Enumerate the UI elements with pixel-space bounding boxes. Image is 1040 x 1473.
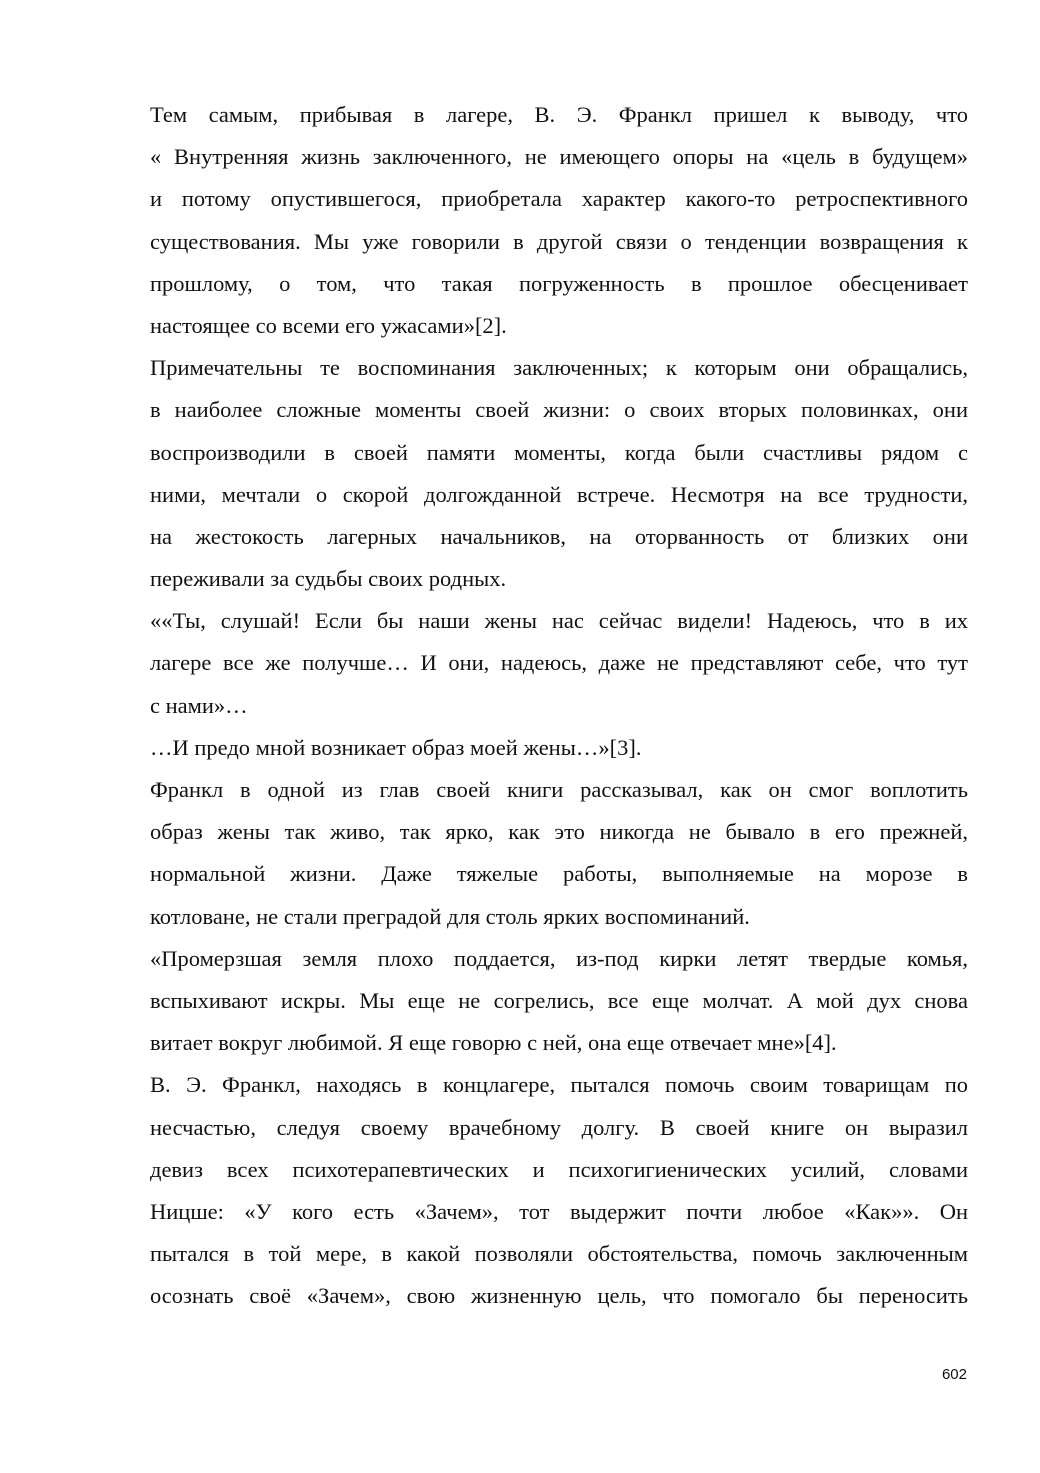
text-line: витает вокруг любимой. Я еще говорю с ней, она еще отвечает мне»[4]. — [150, 1030, 837, 1056]
text-line: В. Э. Франкл, находясь в концлагере, пытался помочь своим товарищам по — [150, 1072, 968, 1098]
text-line: «Промерзшая земля плохо поддается, из-под кирки летят твердые комья, — [150, 945, 968, 971]
page-number: 602 — [941, 1366, 967, 1383]
text-line: Ницше: «У кого есть «Зачем», тот выдержит почти любое «Как»». Он — [150, 1198, 968, 1224]
text-line: несчастью, следуя своему врачебному долгу. В своей книге он выразил — [150, 1114, 968, 1140]
text-line: котловане, не стали преградой для столь ярких воспоминаний. — [150, 903, 750, 929]
text-line: « Внутренняя жизнь заключенного, не имеющего опоры на «цель в будущем» — [150, 144, 968, 170]
text-line: пытался в той мере, в какой позволяли обстоятельства, помочь заключенным — [150, 1241, 968, 1267]
text-line: с нами»… — [150, 692, 248, 718]
text-line: …И предо мной возникает образ моей жены…»[3]. — [150, 734, 642, 760]
text-line: образ жены так живо, так ярко, как это никогда не бывало в его прежней, — [150, 819, 968, 845]
text-line: Тем самым, прибывая в лагере, В. Э. Франкл пришел к выводу, что — [150, 102, 968, 127]
text-line: переживали за судьбы своих родных. — [150, 566, 507, 592]
text-line: воспроизводили в своей памяти моменты, когда были счастливы рядом с — [150, 439, 968, 465]
text-line: лагере все же получше… И они, надеюсь, даже не представляют себе, что тут — [150, 650, 968, 676]
text-line: вспыхивают искры. Мы еще не согрелись, все еще молчат. А мой дух снова — [150, 987, 968, 1013]
text-line: прошлому, о том, что такая погруженность в прошлое обесценивает — [150, 270, 968, 296]
text-line: Примечательны те воспоминания заключенных; к которым они обращались, — [150, 355, 968, 381]
text-line: осознать своё «Зачем», свою жизненную цель, что помогало бы переносить — [150, 1283, 968, 1309]
text-line: девиз всех психотерапевтических и психогигиенических усилий, словами — [150, 1156, 968, 1182]
text-line: существования. Мы уже говорили в другой связи о тенденции возвращения к — [150, 228, 968, 254]
body-text — [150, 94, 968, 1317]
text-line: в наиболее сложные моменты своей жизни: о своих вторых половинках, они — [150, 397, 968, 423]
text-line: настоящее со всеми его ужасами»[2]. — [150, 312, 507, 338]
text-line: на жестокость лагерных начальников, на оторванность от близких они — [150, 523, 968, 549]
text-line: Франкл в одной из глав своей книги рассказывал, как он смог воплотить — [150, 777, 968, 802]
text-line: нормальной жизни. Даже тяжелые работы, выполняемые на морозе в — [150, 861, 968, 887]
text-line: и потому опустившегося, приобретала характер какого-то ретроспективного — [150, 186, 968, 212]
text-line: ними, мечтали о скорой долгожданной встрече. Несмотря на все трудности, — [150, 481, 968, 507]
text-line: ««Ты, слушай! Если бы наши жены нас сейчас видели! Надеюсь, что в их — [150, 608, 968, 634]
